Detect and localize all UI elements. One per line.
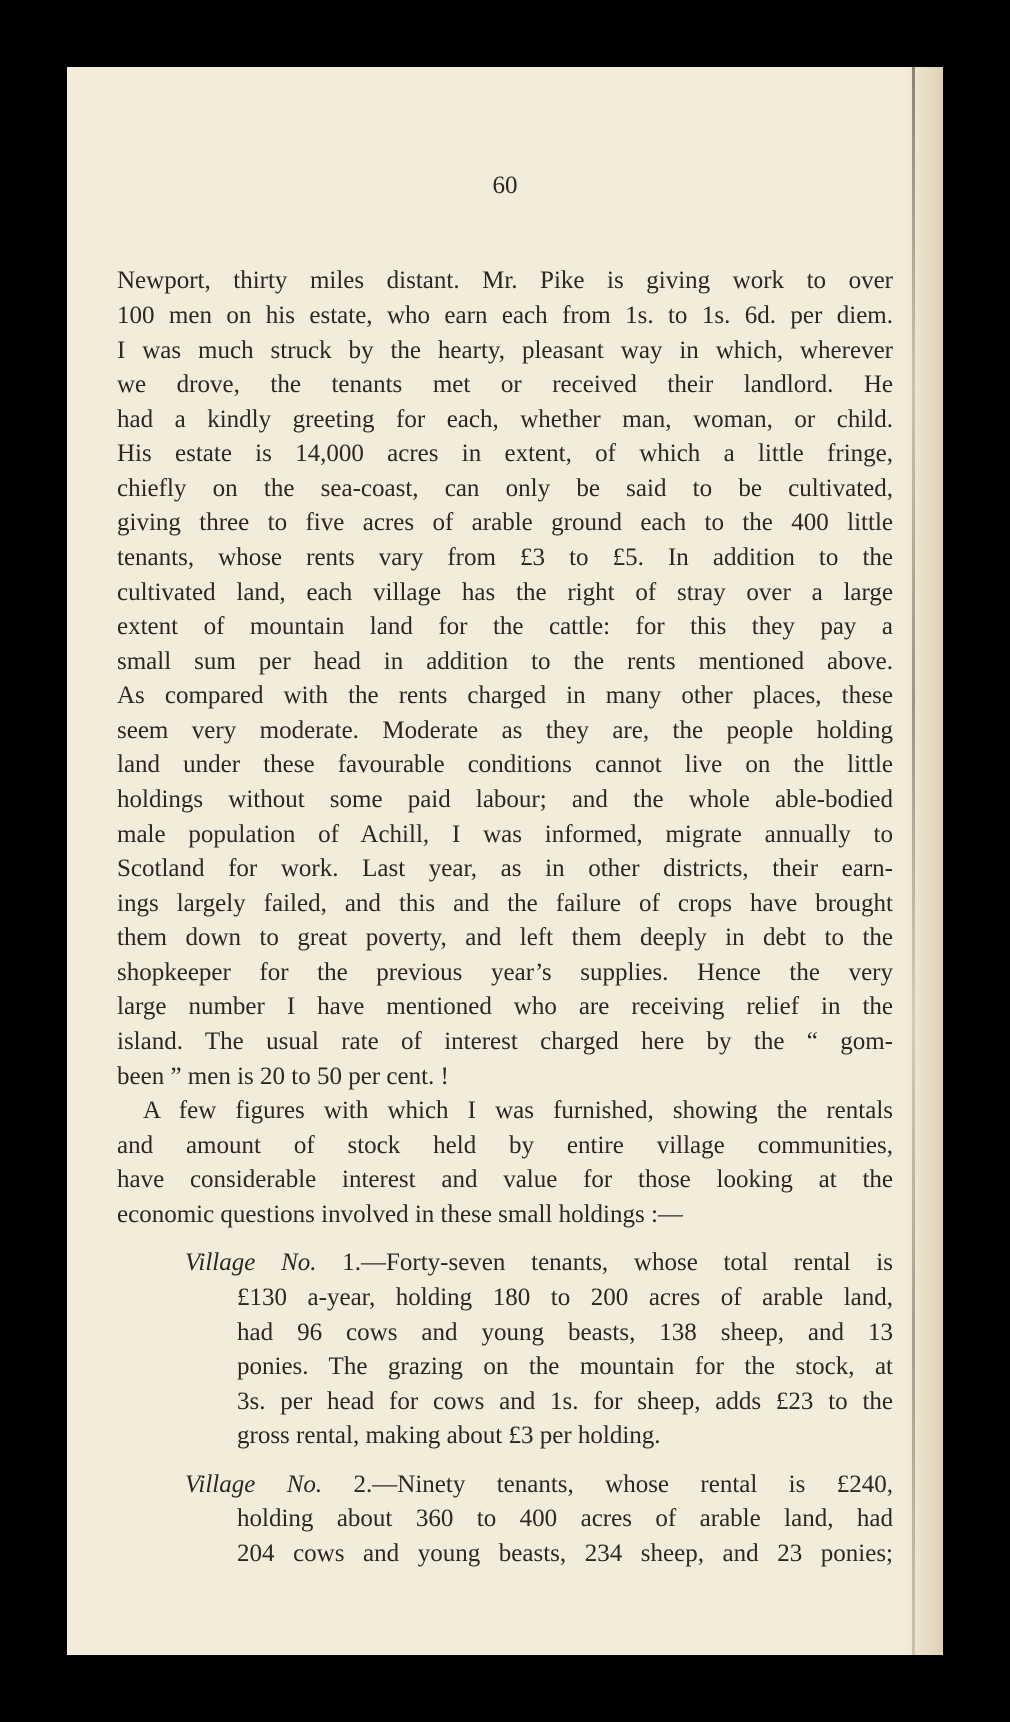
text-line: had 96 cows and young beasts, 138 sheep, and 13 <box>237 1319 893 1346</box>
text-line: had a kindly greeting for each, whether man, woman, or child. <box>117 406 893 433</box>
text-line: we drove, the tenants met or received their landlord. He <box>117 371 893 398</box>
text-line: been ” men is 20 to 50 per cent. ! <box>117 1063 449 1090</box>
text-line: shopkeeper for the previous year’s supplies. Hence the very <box>117 959 893 986</box>
text-line: small sum per head in addition to the rents mentioned above. <box>117 648 893 675</box>
text-line: 204 cows and young beasts, 234 sheep, and 23 ponies; <box>237 1540 893 1567</box>
text-line: land under these favourable conditions cannot live on the little <box>117 751 893 778</box>
text-line: and amount of stock held by entire village communities, <box>117 1132 893 1159</box>
text-line: chiefly on the sea-coast, can only be said to be cultivated, <box>117 475 893 502</box>
text-line: holding about 360 to 400 acres of arable land, had <box>237 1505 893 1532</box>
text-line: ponies. The grazing on the mountain for the stock, at <box>237 1353 893 1380</box>
text-line: £130 a-year, holding 180 to 200 acres of arable land, <box>237 1284 893 1311</box>
text-line: Newport, thirty miles distant. Mr. Pike is giving work to over <box>117 267 893 294</box>
text-line: ings largely failed, and this and the failure of crops have brought <box>117 890 893 917</box>
text-line: economic questions involved in these small holdings :— <box>117 1201 683 1228</box>
text-line: have considerable interest and value for those looking at the <box>117 1166 893 1193</box>
page-edge-shading <box>903 67 943 1655</box>
text-line: tenants, whose rents vary from £3 to £5. In addition to the <box>117 544 893 571</box>
village-2-first-line: 2.—Ninety tenants, whose rental is £240, <box>322 1471 893 1498</box>
text-line: large number I have mentioned who are receiving relief in the <box>117 993 893 1020</box>
book-page <box>67 67 943 1655</box>
text-line: male population of Achill, I was informed, migrate annually to <box>117 821 893 848</box>
text-line: 3s. per head for cows and 1s. for sheep, adds £23 to the <box>237 1388 893 1415</box>
text-line: As compared with the rents charged in many other places, these <box>117 682 893 709</box>
village-1-heading <box>185 1245 893 1280</box>
text-line: seem very moderate. Moderate as they are, the people holding <box>117 717 893 744</box>
text-line: them down to great poverty, and left them deeply in debt to the <box>117 924 893 951</box>
text-line: gross rental, making about £3 per holding. <box>237 1422 661 1449</box>
text-line: holdings without some paid labour; and the whole able-bodied <box>117 786 893 813</box>
village-2-heading <box>185 1467 893 1502</box>
text-line: His estate is 14,000 acres in extent, of which a little fringe, <box>117 440 893 467</box>
page-number: 60 <box>492 172 518 199</box>
village-2-label: Village No. <box>185 1471 323 1498</box>
village-1-first-line: 1.—Forty-seven tenants, whose total rental is <box>316 1249 893 1276</box>
text-line: cultivated land, each village has the right of stray over a large <box>117 579 893 606</box>
text-line: Scotland for work. Last year, as in other districts, their earn- <box>117 855 893 882</box>
spine-shadow <box>912 67 915 1655</box>
text-line: I was much struck by the hearty, pleasant way in which, wherever <box>117 337 893 364</box>
text-line: A few figures with which I was furnished, showing the rentals <box>143 1097 893 1124</box>
text-line: 100 men on his estate, who earn each from 1s. to 1s. 6d. per diem. <box>117 302 893 329</box>
text-line: extent of mountain land for the cattle: for this they pay a <box>117 613 893 640</box>
text-line: island. The usual rate of interest charged here by the “ gom- <box>117 1028 893 1055</box>
village-1-label: Village No. <box>185 1249 317 1276</box>
text-line: giving three to five acres of arable ground each to the 400 little <box>117 509 893 536</box>
